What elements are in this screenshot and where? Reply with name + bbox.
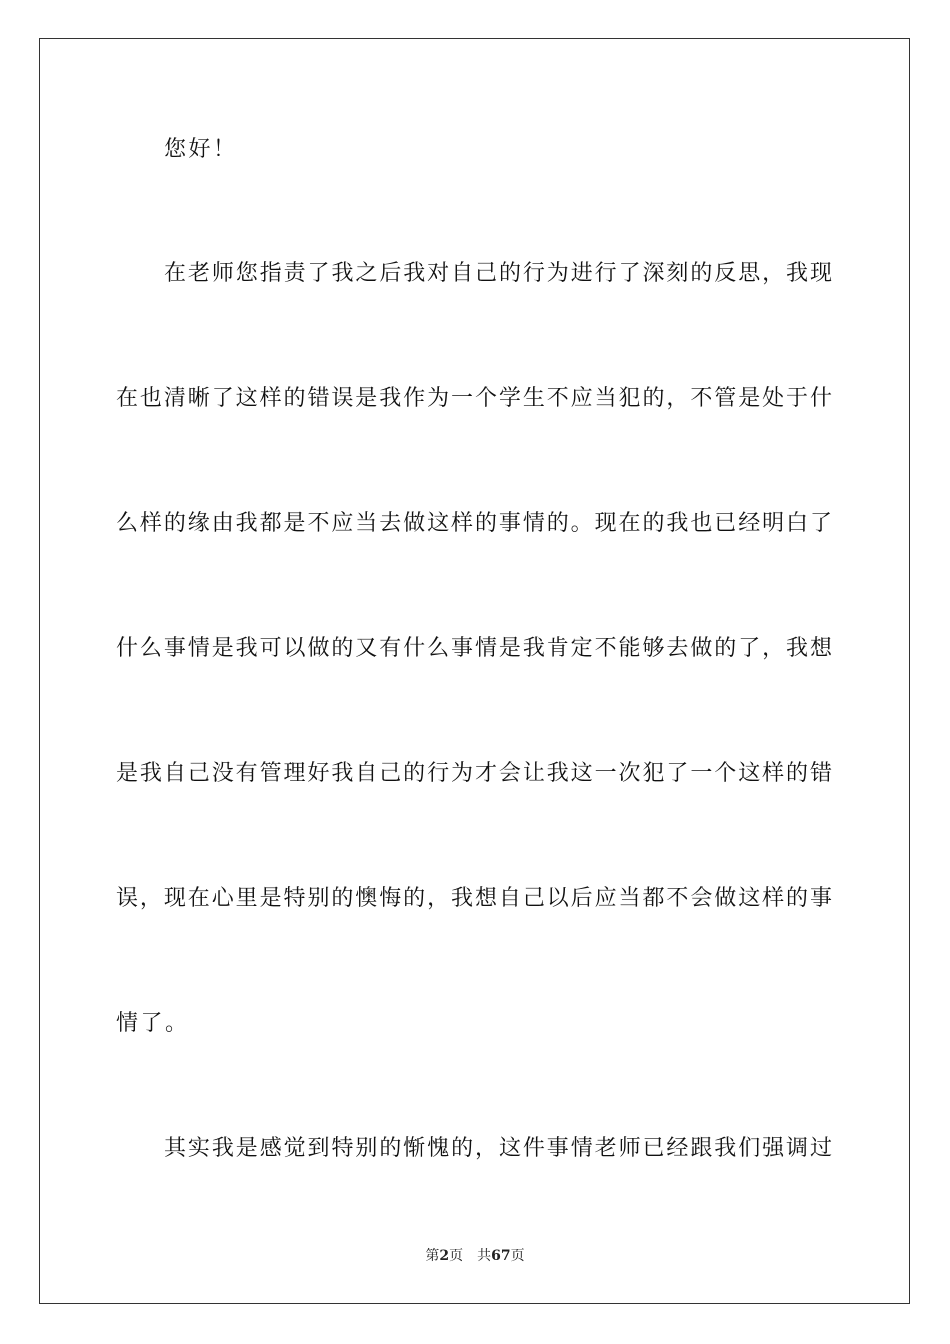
body-line: 情了。 [116,1011,190,1036]
body-line: 么样的缘由我都是不应当去做这样的事情的。现在的我也已经明白了 [116,511,832,536]
body-line: 在老师您指责了我之后我对自己的行为进行了深刻的反思，我现 [164,261,832,286]
body-line: 什么事情是我可以做的又有什么事情是我肯定不能够去做的了，我想 [116,636,832,661]
page-border [39,38,910,1304]
total-suffix: 页 [510,1248,525,1264]
page-footer [0,1246,950,1266]
body-line: 其实我是感觉到特别的惭愧的，这件事情老师已经跟我们强调过 [164,1136,832,1161]
body-line: 是我自己没有管理好我自己的行为才会让我这一次犯了一个这样的错 [116,761,832,786]
total-prefix: 共 [477,1248,492,1264]
body-line: 误，现在心里是特别的懊悔的，我想自己以后应当都不会做这样的事 [116,886,832,911]
page-number: 2 [439,1248,450,1264]
page-prefix: 第 [425,1248,440,1264]
total-pages: 67 [491,1248,511,1264]
page-suffix: 页 [449,1248,464,1264]
body-line: 在也清晰了这样的错误是我作为一个学生不应当犯的，不管是处于什 [116,386,832,411]
greeting-line: 您好！ [164,137,238,162]
